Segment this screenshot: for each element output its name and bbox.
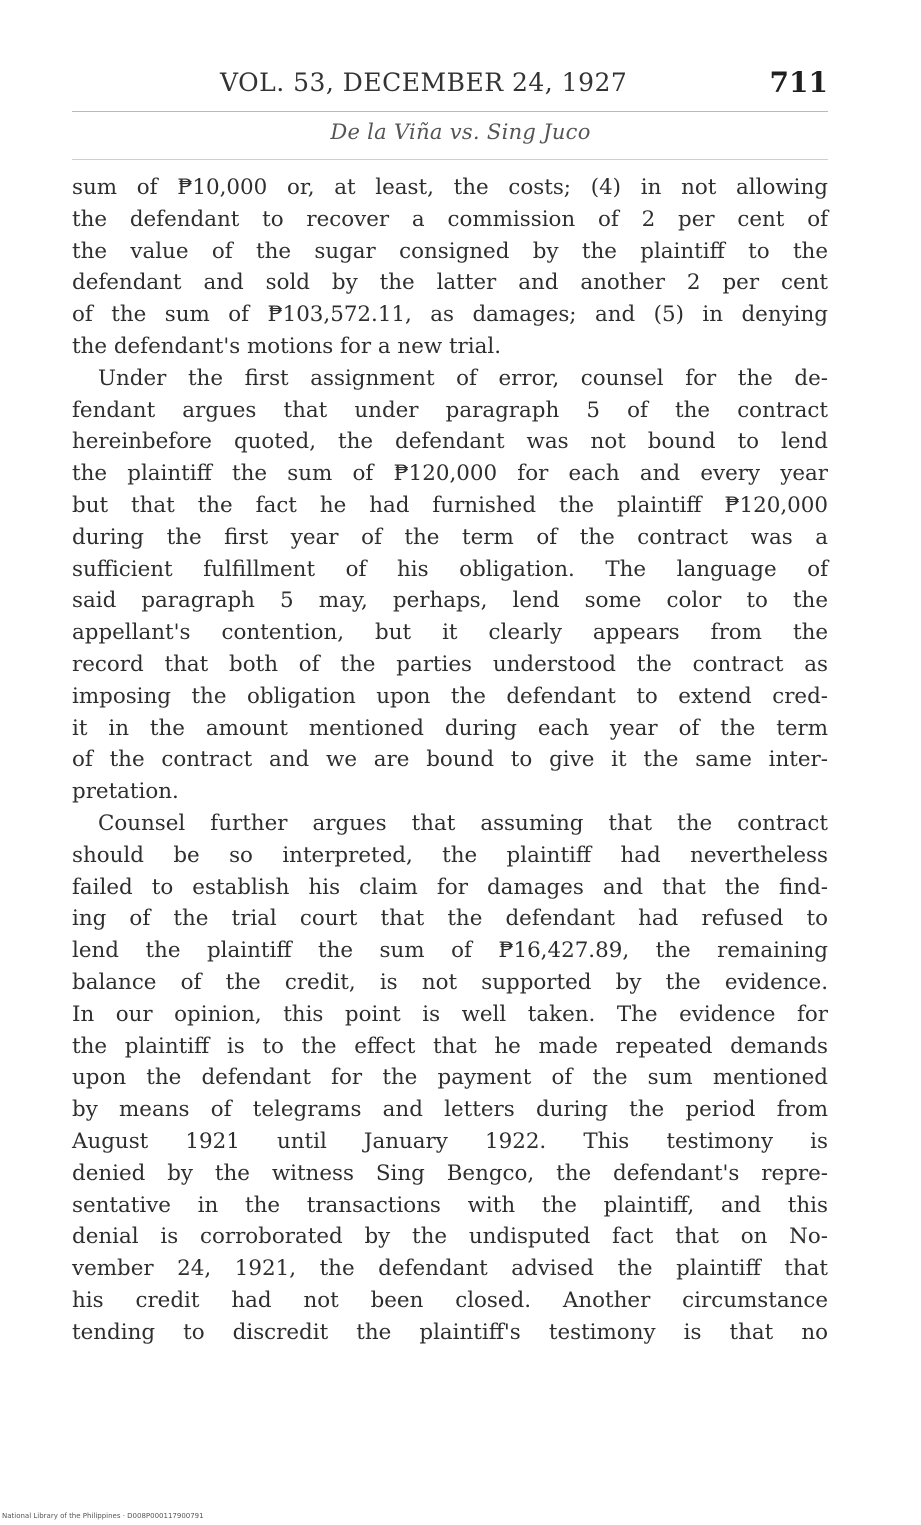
text-line: upon the defendant for the payment of the sum mentioned	[72, 1065, 828, 1091]
text-line: imposing the obligation upon the defendant to extend cred-	[72, 683, 828, 709]
text-line: appellant's contention, but it clearly appears from the	[72, 620, 828, 646]
text-line: the plaintiff the sum of ₱120,000 for each and every year	[72, 461, 828, 487]
text-line: denied by the witness Sing Bengco, the defendant's repre-	[72, 1160, 828, 1186]
text-line: the defendant's motions for a new trial.	[72, 333, 502, 359]
text-line: defendant and sold by the latter and another 2 per cent	[72, 270, 828, 296]
text-line: hereinbefore quoted, the defendant was not bound to lend	[72, 429, 828, 455]
text-line: vember 24, 1921, the defendant advised the plaintiff that	[72, 1256, 828, 1282]
text-line: sum of ₱10,000 or, at least, the costs; (4) in not allowing	[72, 175, 828, 200]
page-number: 711	[769, 66, 828, 99]
text-line: the defendant to recover a commission of 2 per cent of	[72, 206, 828, 232]
text-line: failed to establish his claim for damages and that the find-	[72, 874, 828, 900]
text-line: Under the first assignment of error, counsel for the de-	[98, 365, 828, 391]
text-line: sufficient fulfillment of his obligation. The language of	[72, 556, 828, 582]
scan-credit: National Library of the Philippines · D008P000117900791	[2, 1512, 204, 1520]
text-line: the value of the sugar consigned by the plaintiff to the	[72, 238, 828, 264]
text-line: balance of the credit, is not supported by the evidence.	[72, 969, 828, 995]
text-line: Counsel further argues that assuming that the contract	[98, 810, 828, 836]
text-line: lend the plaintiff the sum of ₱16,427.89, the remaining	[72, 938, 828, 964]
text-line: record that both of the parties understood the contract as	[72, 651, 828, 677]
text-line: sentative in the transactions with the plaintiff, and this	[72, 1192, 828, 1218]
text-line: tending to discredit the plaintiff's testimony is that no	[72, 1319, 828, 1345]
text-line: ing of the trial court that the defendant had refused to	[72, 906, 828, 932]
text-line: but that the fact he had furnished the plaintiff ₱120,000	[72, 492, 828, 518]
header-rule-bottom	[72, 159, 828, 160]
text-line: during the first year of the term of the contract was a	[72, 524, 828, 550]
text-line: his credit had not been closed. Another circumstance	[72, 1287, 828, 1313]
text-line: of the contract and we are bound to give it the same inter-	[72, 747, 828, 773]
volume-date-header: VOL. 53, DECEMBER 24, 1927	[220, 68, 628, 97]
text-line: of the sum of ₱103,572.11, as damages; and (5) in denying	[72, 302, 828, 328]
text-line: should be so interpreted, the plaintiff had nevertheless	[72, 842, 828, 868]
header-rule-top	[72, 111, 828, 112]
text-line: denial is corroborated by the undisputed fact that on No-	[72, 1224, 828, 1250]
text-line: said paragraph 5 may, perhaps, lend some color to the	[72, 588, 828, 614]
text-line: it in the amount mentioned during each year of the term	[72, 715, 828, 741]
running-head	[70, 62, 830, 106]
text-line: August 1921 until January 1922. This testimony is	[72, 1128, 828, 1154]
text-line: the plaintiff is to the effect that he made repeated demands	[72, 1033, 828, 1059]
text-line: fendant argues that under paragraph 5 of the contract	[72, 397, 828, 423]
text-line: In our opinion, this point is well taken. The evidence for	[72, 1001, 828, 1027]
text-line: pretation.	[72, 779, 179, 805]
body-text	[72, 172, 828, 1348]
text-line: by means of telegrams and letters during the period from	[72, 1097, 828, 1123]
case-title: De la Viña vs. Sing Juco	[330, 120, 591, 144]
